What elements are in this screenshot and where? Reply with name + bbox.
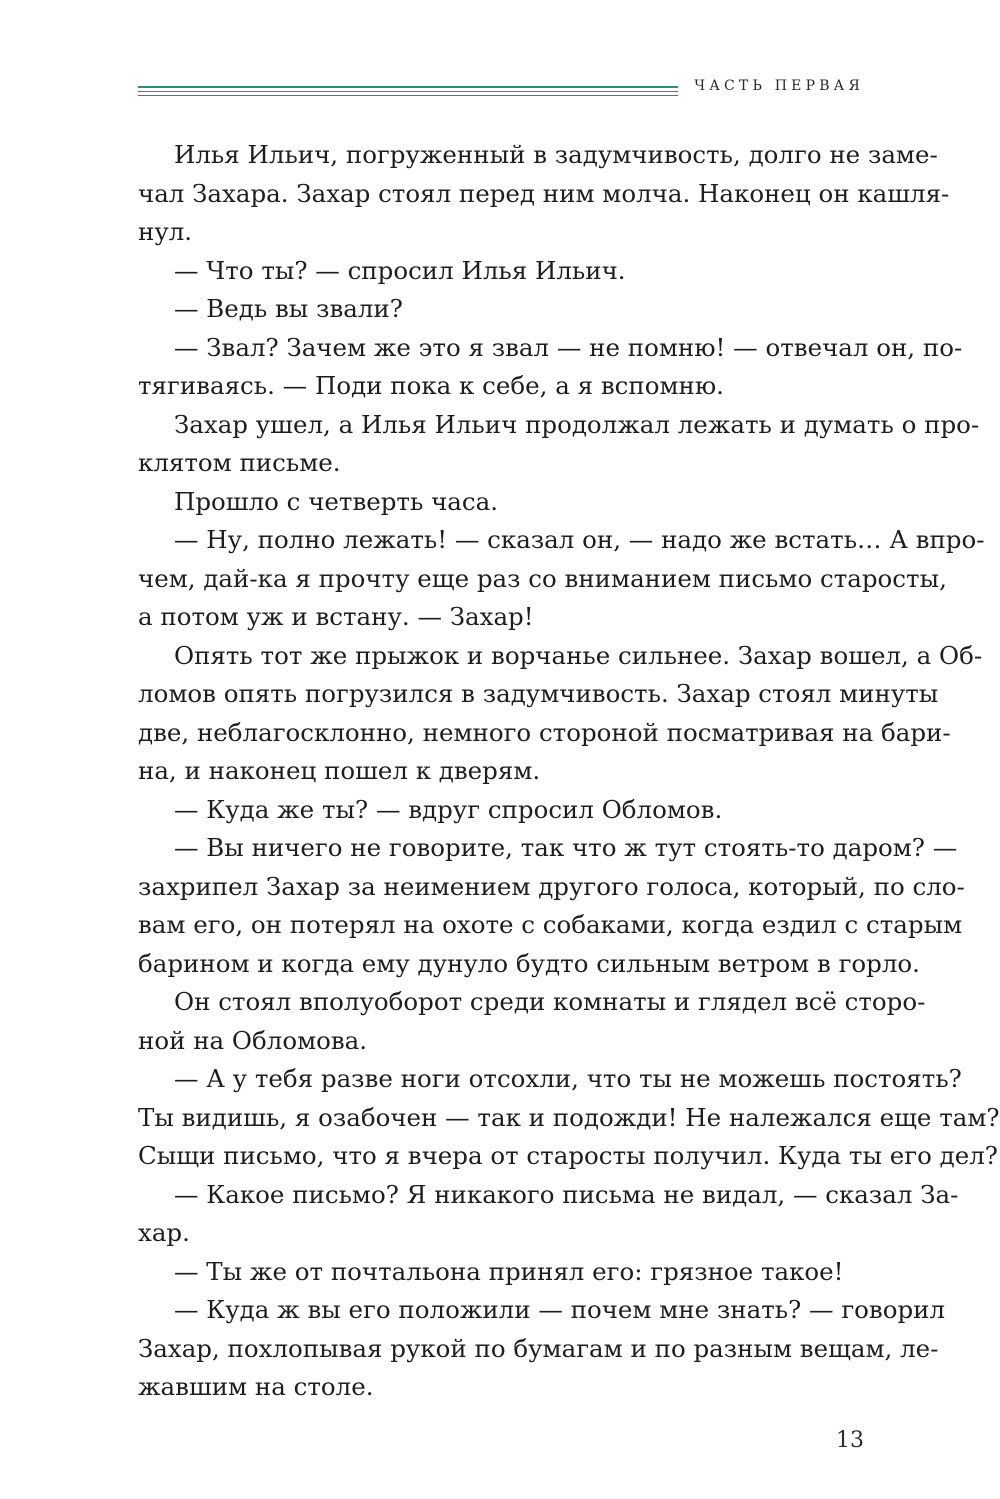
text-line: — Ты же от почтальона принял его: грязное такое! [174,1256,844,1286]
text-line: Сыщи письмо, что я вчера от старосты получил. Куда ты его дел? [138,1141,998,1170]
text-line: жавшим на столе. [138,1372,374,1401]
running-header [138,78,864,100]
text-line: Захар ушел, а Илья Ильич продолжал лежать и думать о про- [174,409,980,439]
text-line: клятом письме. [138,448,341,477]
text-line: ломов опять погрузился в задумчивость. Захар стоял минуты [138,679,939,708]
text-line: Он стоял вполуоборот среди комнаты и глядел всё сторо- [174,987,926,1016]
text-line: а потом уж и встану. — Захар! [138,602,534,631]
text-line: — Вы ничего не говорите, так что ж тут стоять-то даром? — [174,833,958,862]
header-rule [138,86,678,88]
text-line: — Что ты? — спросил Илья Ильич. [174,255,626,285]
header-rule [138,91,678,92]
text-line: — Куда же ты? — вдруг спросил Обломов. [174,794,723,824]
header-rules [138,86,678,99]
text-line: хар. [138,1218,190,1247]
text-line: барином и когда ему дунуло будто сильным ветром в горло. [138,948,920,978]
text-line: Опять тот же прыжок и ворчанье сильнее. Захар вошел, а Об- [174,640,983,670]
text-line: Прошло с четверть часа. [174,486,499,516]
text-line: ной на Обломова. [138,1025,368,1055]
text-line: чем, дай-ка я прочту еще раз со вниманием письмо старосты, [138,563,947,593]
text-line: вам его, он потерял на охоте с собаками, когда ездил с старым [138,910,963,939]
section-title: ЧАСТЬ ПЕРВАЯ [694,78,864,94]
text-line: — Ну, полно лежать! — сказал он, — надо же встать… А впро- [174,525,985,554]
text-line: тягиваясь. — Поди пока к себе, а я вспомню. [138,371,724,400]
text-line: — Звал? Зачем же это я звал — не помню! — отвечал он, по- [174,332,963,362]
text-line: Ты видишь, я озабочен — так и подожди! Не належался еще там? [138,1102,1000,1132]
body-text [138,136,1000,1407]
header-rule [138,95,678,96]
text-line: на, и наконец пошел к дверям. [138,756,541,785]
text-line: — Куда ж вы его положили — почем мне знать? — говорил [174,1295,946,1324]
text-line: чал Захара. Захар стоял перед ним молча. Наконец он кашля- [138,178,950,208]
text-line: — Какое письмо? Я никакого письма не видал, — сказал За- [174,1179,959,1209]
text-line: Илья Ильич, погруженный в задумчивость, долго не заме- [174,140,938,169]
text-line: Захар, похлопывая рукой по бумагам и по разным вещам, ле- [138,1333,939,1363]
text-line: две, неблагосклонно, немного стороной посматривая на бари- [138,717,951,747]
page-number: 13 [836,1428,864,1453]
text-line: захрипел Захар за неимением другого голоса, который, по сло- [138,871,965,901]
text-line: — Ведь вы звали? [174,294,403,323]
text-line: нул. [138,217,193,246]
text-line: — А у тебя разве ноги отсохли, что ты не можешь постоять? [174,1064,962,1093]
